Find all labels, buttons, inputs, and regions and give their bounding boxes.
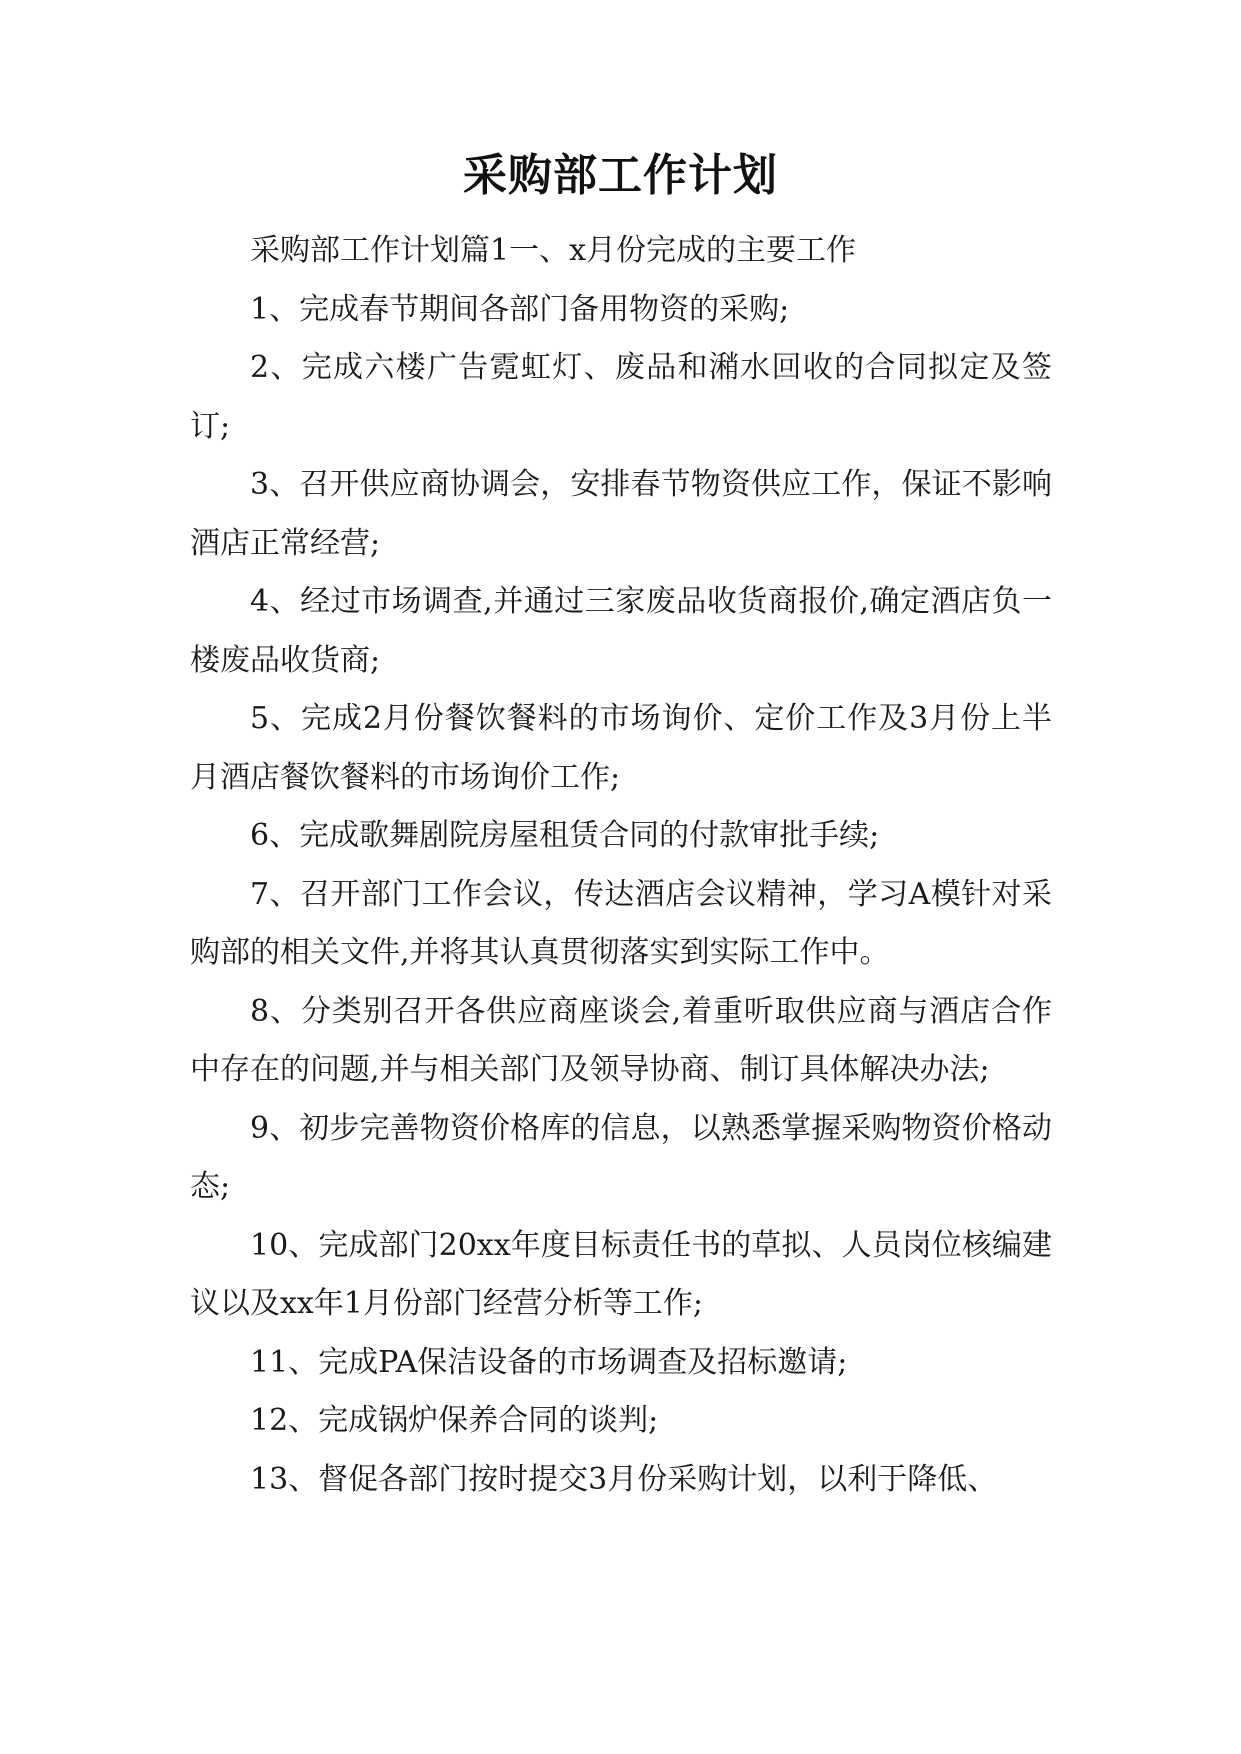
paragraph-item-9: 9、初步完善物资价格库的信息，以熟悉掌握采购物资价格动态; [190,1110,1052,1204]
paragraph-item-12: 12、完成锅炉保养合同的谈判; [250,1403,659,1438]
paragraph-item-1: 1、完成春节期间各部门备用物资的采购; [250,291,790,327]
paragraph-item-13: 13、督促各部门按时提交3月份采购计划，以利于降低、 [250,1461,998,1497]
paragraph-item-6: 6、完成歌舞剧院房屋租赁合同的付款审批手续; [250,818,880,853]
paragraph-item-7: 7、召开部门工作会议，传达酒店会议精神，学习A模针对采购部的相关文件,并将其认真贯彻落实到实际工作中。 [190,876,1052,970]
paragraph-item-4: 4、经过市场调查,并通过三家废品收货商报价,确定酒店负一楼废品收货商; [190,584,1052,678]
paragraph-item-8: 8、分类别召开各供应商座谈会,着重听取供应商与酒店合作中存在的问题,并与相关部门及领导协商、制订具体解决办法; [190,993,1052,1087]
paragraph-item-5: 5、完成2月份餐饮餐料的市场询价、定价工作及3月份上半月酒店餐饮餐料的市场询价工作; [190,701,1052,795]
paragraph-intro: 采购部工作计划篇1一、x月份完成的主要工作 [250,233,857,268]
paragraph-item-10: 10、完成部门20xx年度目标责任书的草拟、人员岗位核编建议以及xx年1月份部门经营分析等工作; [190,1227,1052,1321]
document-body [190,222,1052,1509]
paragraph-item-3: 3、召开供应商协调会，安排春节物资供应工作，保证不影响酒店正常经营; [190,467,1052,561]
paragraph-item-2: 2、完成六楼广告霓虹灯、废品和潲水回收的合同拟定及签订; [190,350,1052,444]
document-title: 采购部工作计划 [463,150,778,201]
paragraph-item-11: 11、完成PA保洁设备的市场调查及招标邀请; [250,1344,848,1380]
